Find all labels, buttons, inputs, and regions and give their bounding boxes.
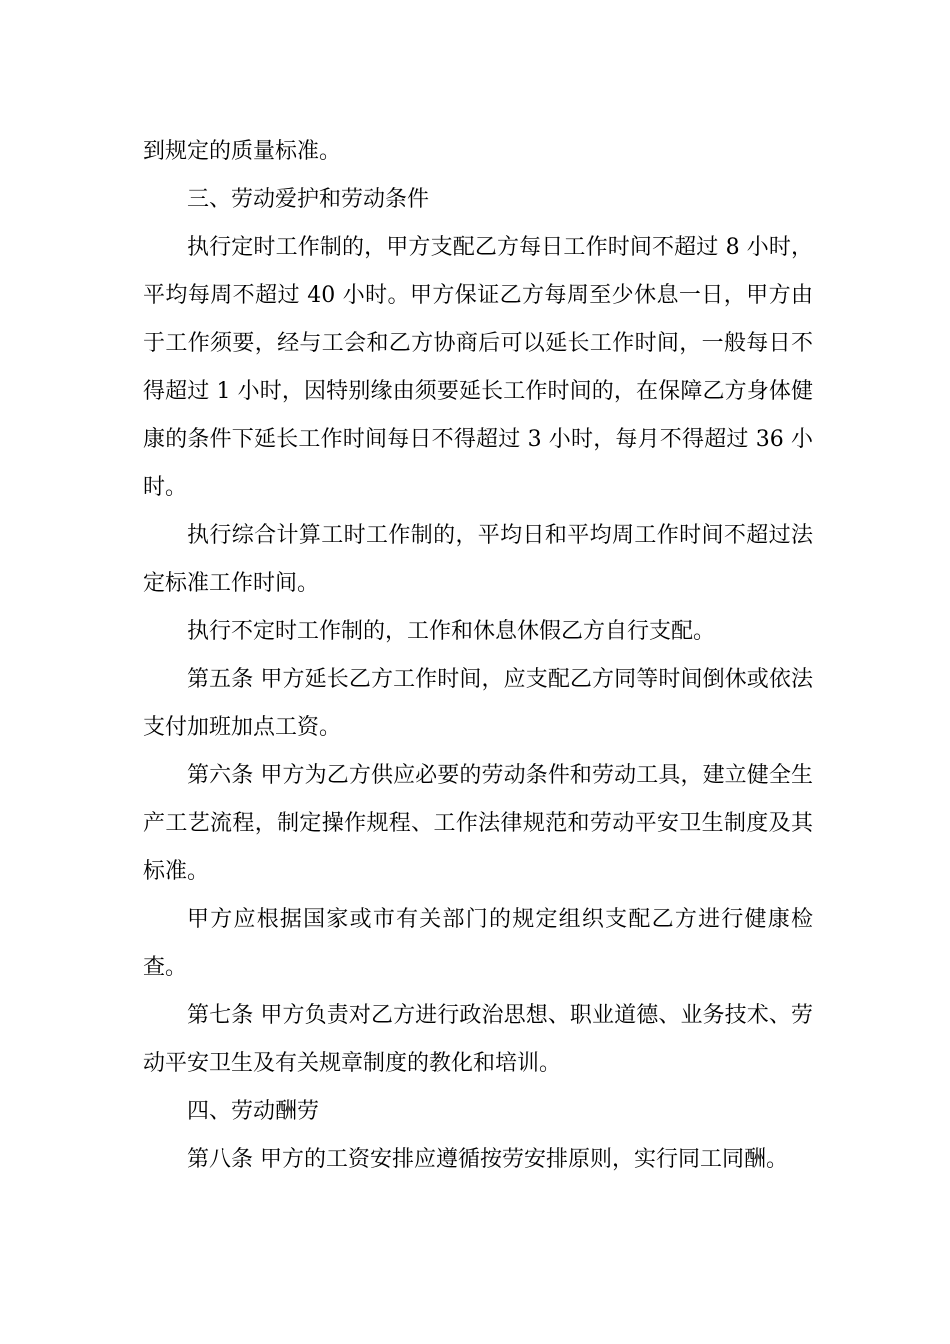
document-body (143, 128, 813, 1184)
paragraph-comprehensive-hours: 执行综合计算工时工作制的，平均日和平均周工作时间不超过法定标准工作时间。 (143, 523, 813, 596)
article-6: 第六条 甲方为乙方供应必要的劳动条件和劳动工具，建立健全生产工艺流程，制定操作规程、工作法律规范和劳动平安卫生制度及其标准。 (143, 763, 813, 884)
section-heading-remuneration: 四、劳动酬劳 (187, 1099, 320, 1124)
paragraph-fixed-hours: 执行定时工作制的，甲方支配乙方每日工作时间不超过 8 小时，平均每周不超过 40 小时。甲方保证乙方每周至少休息一日，甲方由于工作须要，经与工会和乙方协商后可以延长工作时间，一般每日不得超过 1 小时，因特别缘由须要延长工作时间的，在保障乙方身体健康的条件下延长工作时间每日不得超过 3 小时，每月不得超过 36 小时。 (143, 235, 813, 500)
paragraph-health-check: 甲方应根据国家或市有关部门的规定组织支配乙方进行健康检查。 (143, 907, 813, 980)
article-7: 第七条 甲方负责对乙方进行政治思想、职业道德、业务技术、劳动平安卫生及有关规章制度的教化和培训。 (143, 1003, 813, 1076)
paragraph-continuation: 到规定的质量标准。 (143, 139, 342, 164)
paragraph-flexible-hours: 执行不定时工作制的，工作和休息休假乙方自行支配。 (187, 619, 716, 644)
article-8: 第八条 甲方的工资安排应遵循按劳安排原则，实行同工同酬。 (187, 1147, 788, 1172)
section-heading-labor-protection: 三、劳动爱护和劳动条件 (187, 187, 430, 212)
article-5: 第五条 甲方延长乙方工作时间，应支配乙方同等时间倒休或依法支付加班加点工资。 (143, 667, 813, 740)
